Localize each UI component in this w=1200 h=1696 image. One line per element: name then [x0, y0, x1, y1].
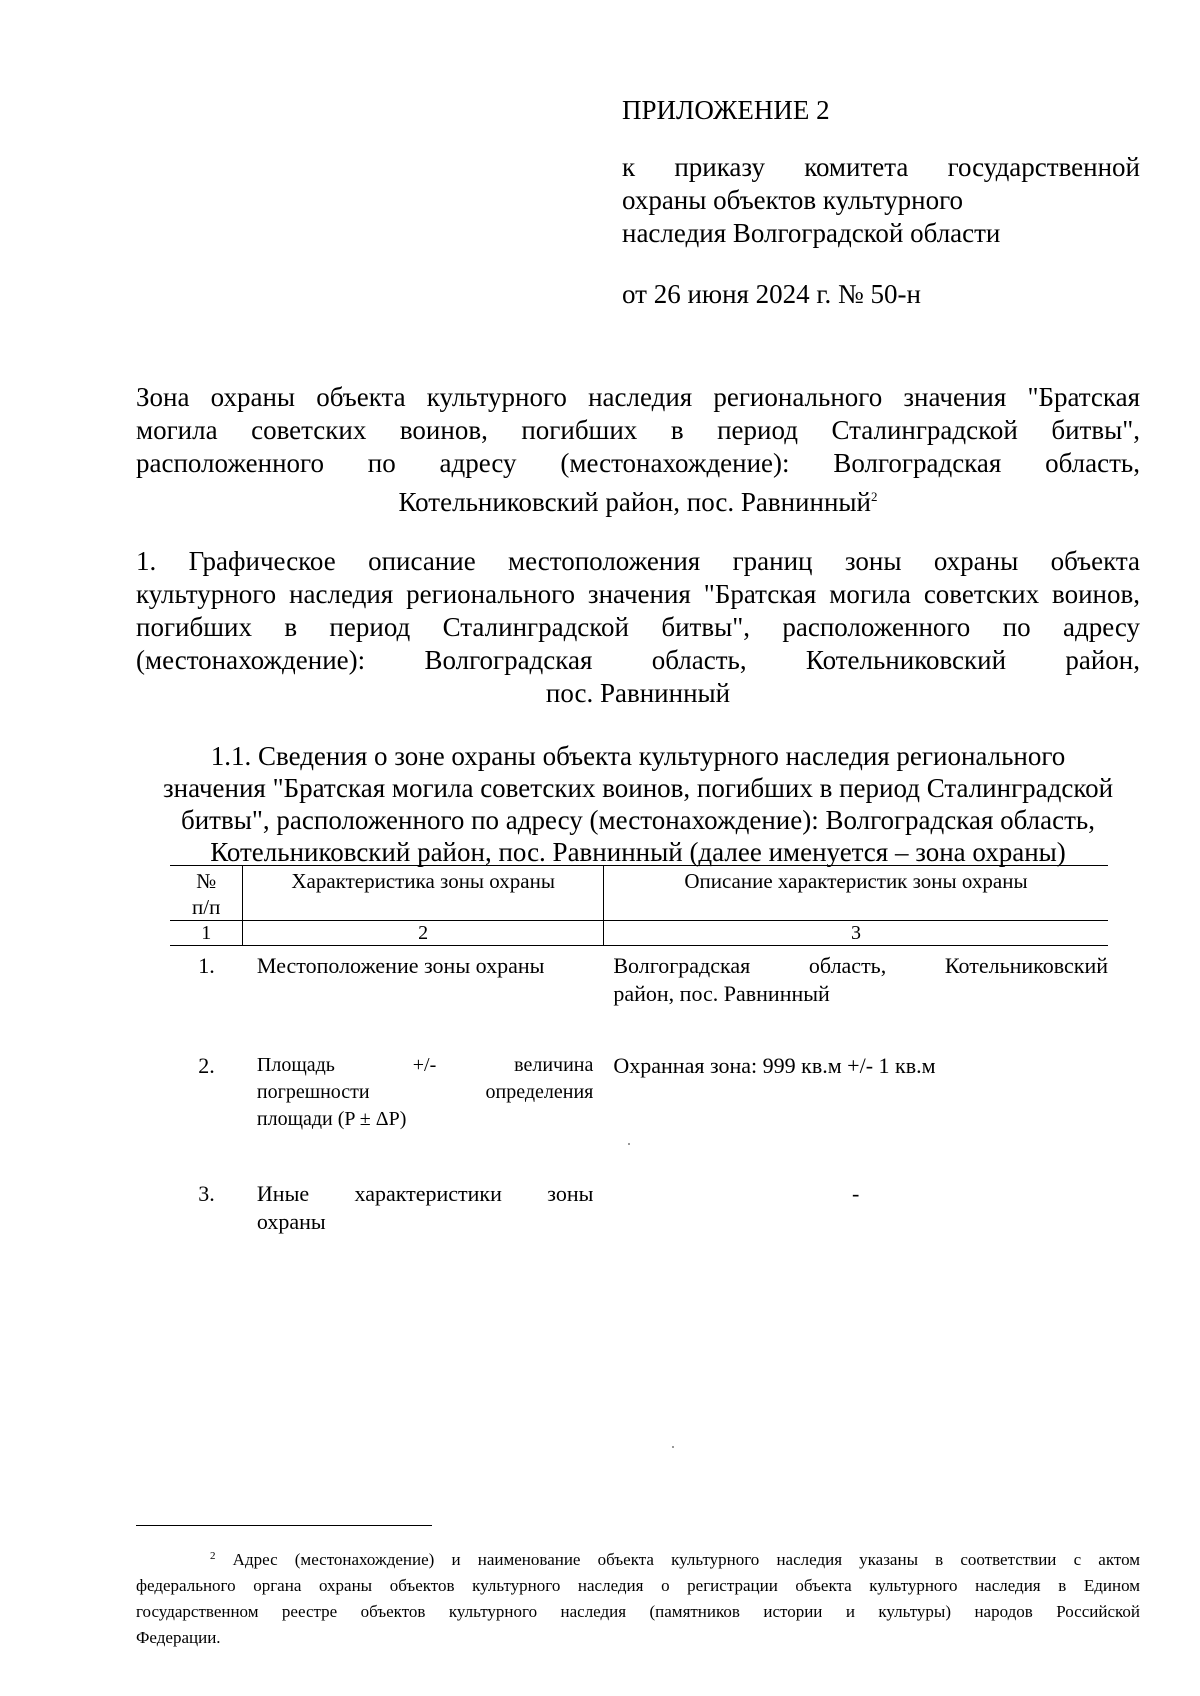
zone-table: [170, 865, 1108, 1240]
column-number: 2: [243, 921, 603, 946]
table-header-row: [170, 866, 1108, 921]
heading-line-last: [136, 480, 1140, 519]
heading-line-text: Котельниковский район, пос. Равнинный: [398, 487, 871, 517]
annex-reference: [622, 151, 1140, 250]
row-number: 1.: [198, 953, 215, 978]
section-1-1-heading: [136, 740, 1140, 868]
section-1-1-line: значения "Братская могила советских воинов, погибших в период Сталинградской: [162, 773, 1114, 803]
row-characteristic-line: охраны: [256, 1209, 326, 1234]
document-heading: [136, 381, 1140, 519]
column-number: 3: [603, 921, 1108, 946]
row-number: 3.: [198, 1181, 215, 1206]
section-1-line: культурного наследия регионального значения "Братская могила советских воинов,: [136, 579, 1140, 609]
row-description: Охранная зона: 999 кв.м +/- 1 кв.м: [613, 1053, 936, 1078]
row-characteristic-line: погрешности определения: [256, 1081, 594, 1103]
footnote-separator: [136, 1525, 432, 1526]
heading-line: Зона охраны объекта культурного наследия регионального значения "Братская: [136, 382, 1140, 412]
row-description: [603, 946, 1108, 1047]
header-cell-number: [170, 866, 243, 921]
annex-date: от 26 июня 2024 г. № 50-н: [622, 279, 921, 309]
annex-reference-line: наследия Волгоградской области: [622, 218, 1001, 248]
header-cell-description: Описание характеристик зоны охраны: [603, 866, 1108, 921]
row-number: 2.: [198, 1053, 215, 1078]
heading-line: расположенного по адресу (местонахождение): Волгоградская область,: [136, 448, 1140, 478]
row-characteristic-line: Площадь +/- величина: [256, 1054, 594, 1076]
table-row: [170, 1046, 1108, 1174]
row-description-line: Волгоградская область, Котельниковский: [613, 953, 1108, 978]
annex-title: ПРИЛОЖЕНИЕ 2: [622, 95, 830, 125]
section-1-1-line: битвы", расположенного по адресу (местонахождение): Волгоградская область,: [181, 805, 1095, 835]
table-row: [170, 1174, 1108, 1240]
row-characteristic: [243, 1046, 603, 1174]
table-row: [170, 946, 1108, 1047]
header-number-abbrev: п/п: [192, 895, 221, 919]
column-number-row: [170, 921, 1108, 946]
row-characteristic-line: площади (P ± ΔP): [256, 1108, 407, 1130]
heading-line: могила советских воинов, погибших в период Сталинградской битвы",: [136, 415, 1140, 445]
section-1-line: пос. Равнинный: [545, 678, 731, 708]
footnote-line: Федерации.: [136, 1628, 221, 1647]
section-1-1-line: 1.1. Сведения о зоне охраны объекта культурного наследия регионального: [210, 741, 1066, 771]
annex-reference-line: охраны объектов культурного: [622, 185, 963, 215]
section-1-line: 1. Графическое описание местоположения границ зоны охраны объекта: [136, 546, 1140, 576]
row-description-line: район, пос. Равнинный: [613, 981, 830, 1006]
row-description: [603, 1174, 1108, 1240]
footnote-text: Адрес (местонахождение) и наименование объекта культурного наследия указаны в соответствии с актом: [232, 1550, 1140, 1569]
footnote-line: федерального органа охраны объектов культурного наследия о регистрации объекта культурного наследия в Едином: [136, 1576, 1140, 1595]
annex-reference-line: к приказу комитета государственной: [622, 152, 1140, 182]
footnote-reference-mark: 2: [871, 489, 878, 504]
header-number-symbol: №: [196, 869, 217, 893]
header-cell-characteristic: Характеристика зоны охраны: [243, 866, 603, 921]
footnote: [136, 1543, 1140, 1651]
row-characteristic-line: Иные характеристики зоны: [256, 1181, 594, 1206]
column-number: 1: [170, 921, 243, 946]
footnote-line: государственном реестре объектов культурного наследия (памятников истории и культуры) народов Российской: [136, 1602, 1140, 1621]
row-characteristic: [243, 1174, 603, 1240]
section-1-line: (местонахождение): Волгоградская область, Котельниковский район,: [136, 645, 1140, 675]
scan-speck: [628, 1143, 630, 1145]
row-characteristic: Местоположение зоны охраны: [256, 953, 545, 978]
section-1-1-line: Котельниковский район, пос. Равнинный (далее именуется – зона охраны): [210, 837, 1066, 867]
row-description-dash: -: [852, 1181, 860, 1206]
footnote-mark: 2: [210, 1550, 216, 1562]
scan-speck: [672, 1446, 674, 1448]
section-1-line: погибших в период Сталинградской битвы", расположенного по адресу: [136, 612, 1140, 642]
footnote-line: [136, 1543, 1140, 1573]
section-1-heading: [136, 545, 1140, 710]
